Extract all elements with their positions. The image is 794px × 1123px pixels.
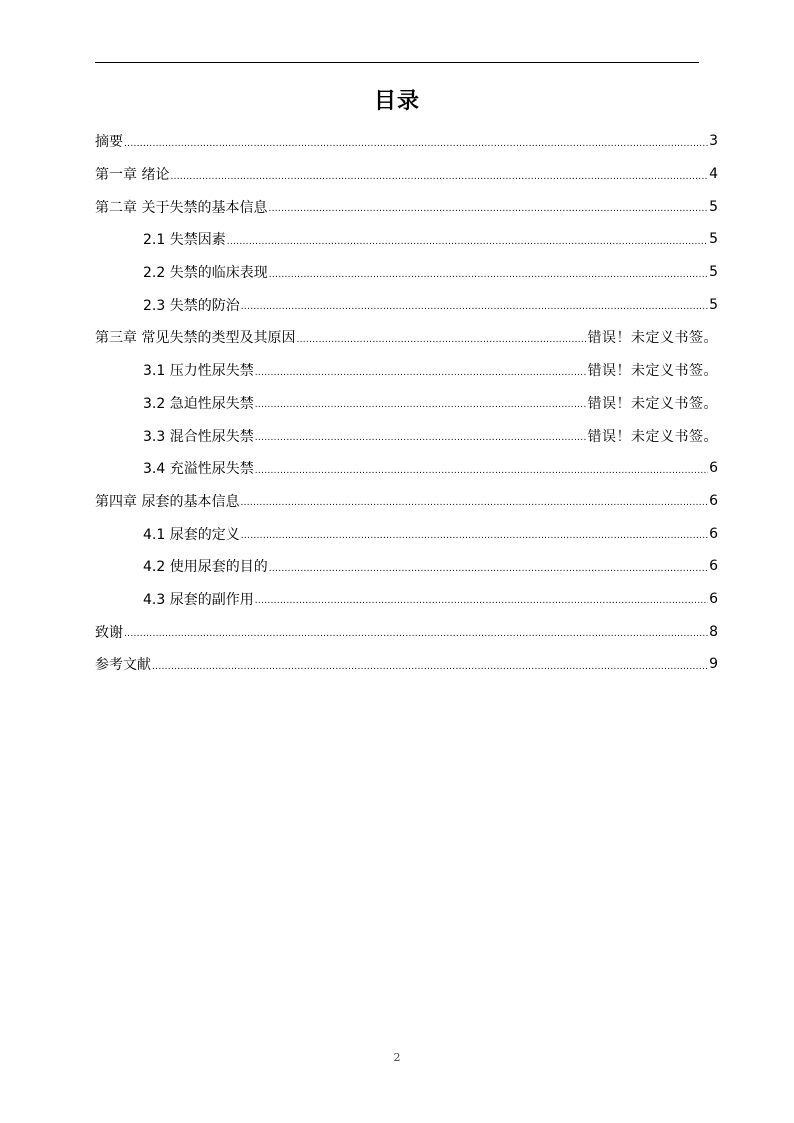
dot-leader [269,271,708,280]
dot-leader [241,303,708,312]
dot-leader [296,336,586,345]
dot-leader [227,238,708,247]
toc-page-number: 6 [709,558,718,575]
toc-entry-text: 3.3 混合性尿失禁 [143,428,254,445]
toc-entry-text: 4.2 使用尿套的目的 [143,559,268,576]
toc-entry-text: 2.1 失禁因素 [143,232,226,249]
toc-entry-3-3[interactable] [95,419,718,452]
toc-page-error: 错误！未定义书签。 [587,330,718,347]
dot-leader [255,401,587,410]
dot-leader [240,499,708,508]
toc-entry-text: 摘要 [95,134,123,151]
dot-leader [152,663,708,672]
toc-entry-chapter-2[interactable] [95,190,718,223]
dot-leader [255,434,587,443]
toc-entry-references[interactable] [95,648,718,681]
toc-entry-3-1[interactable] [95,354,718,387]
toc-page-number: 6 [709,525,718,542]
toc-page-error: 错误！未定义书签。 [587,395,718,412]
toc-page-number: 3 [709,133,718,150]
toc-page-number: 5 [709,264,718,281]
toc-page-number: 5 [709,296,718,313]
toc-entry-4-3[interactable] [95,583,718,616]
toc-page-number: 6 [709,460,718,477]
toc-entry-2-1[interactable] [95,223,718,256]
toc-entry-chapter-3[interactable] [95,321,718,354]
page-number: 2 [393,1051,401,1064]
dot-leader [241,532,708,541]
toc-entry-text: 3.2 急迫性尿失禁 [143,395,254,412]
toc-page-number: 6 [709,492,718,509]
toc-entry-text: 致谢 [95,624,123,641]
toc-entry-2-3[interactable] [95,288,718,321]
table-of-contents [95,125,718,681]
dot-leader [255,369,587,378]
toc-entry-text: 3.1 压力性尿失禁 [143,363,254,380]
toc-entry-3-4[interactable] [95,452,718,485]
toc-title: 目录 [373,89,420,114]
toc-entry-text: 2.2 失禁的临床表现 [143,265,268,282]
dot-leader [255,467,708,476]
toc-entry-text: 第二章 关于失禁的基本信息 [95,199,268,216]
toc-page-number: 9 [709,656,718,673]
toc-entry-4-2[interactable] [95,550,718,583]
dot-leader [268,205,708,214]
toc-entry-abstract[interactable] [95,125,718,158]
dot-leader [124,630,708,639]
dot-leader [170,173,708,182]
toc-entry-text: 第四章 尿套的基本信息 [95,493,240,510]
toc-entry-acknowledgements[interactable] [95,615,718,648]
toc-entry-3-2[interactable] [95,387,718,420]
toc-entry-2-2[interactable] [95,256,718,289]
toc-page-number: 5 [709,231,718,248]
toc-entry-text: 第三章 常见失禁的类型及其原因 [95,330,296,347]
header-rule [95,62,699,63]
toc-page-error: 错误！未定义书签。 [587,363,718,380]
toc-page-number: 6 [709,590,718,607]
dot-leader [255,597,708,606]
toc-page-number: 8 [709,623,718,640]
toc-entry-chapter-1[interactable] [95,158,718,191]
toc-entry-chapter-4[interactable] [95,485,718,518]
toc-entry-text: 第一章 绪论 [95,167,170,184]
toc-entry-text: 4.1 尿套的定义 [143,526,240,543]
toc-page-number: 4 [709,166,718,183]
toc-page-error: 错误！未定义书签。 [587,428,718,445]
toc-entry-text: 4.3 尿套的副作用 [143,591,254,608]
toc-page-number: 5 [709,198,718,215]
dot-leader [124,140,708,149]
toc-entry-text: 2.3 失禁的防治 [143,297,240,314]
toc-entry-text: 参考文献 [95,657,151,674]
dot-leader [269,565,708,574]
toc-entry-text: 3.4 充溢性尿失禁 [143,461,254,478]
toc-entry-4-1[interactable] [95,517,718,550]
